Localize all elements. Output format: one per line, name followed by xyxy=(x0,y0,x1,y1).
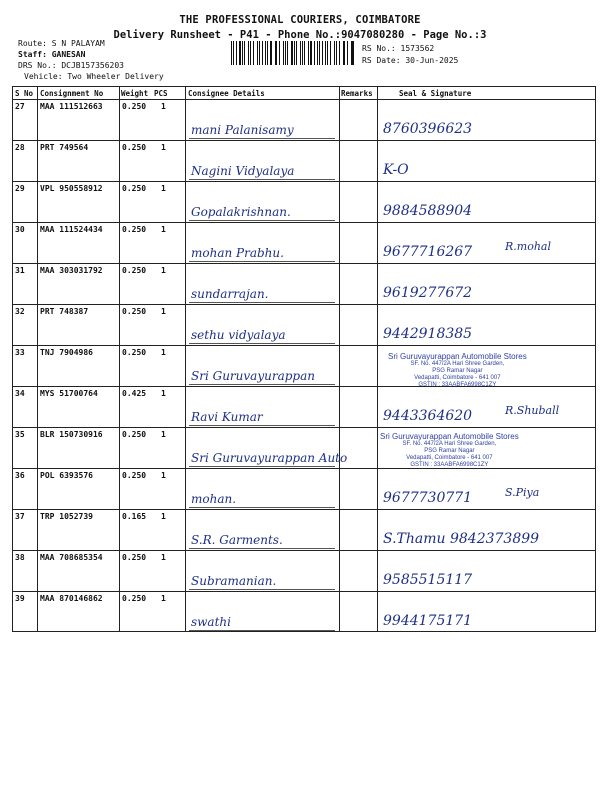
barcode-bar xyxy=(231,41,232,65)
consignment-number: PRT 749564 xyxy=(40,143,89,152)
consignment-number: MAA 303031792 xyxy=(40,266,103,275)
barcode-bar xyxy=(325,41,326,65)
weight-value: 0.250 xyxy=(122,184,147,193)
barcode-bar xyxy=(257,41,259,65)
barcode xyxy=(231,41,356,65)
pieces-value: 1 xyxy=(161,266,166,275)
pieces-value: 1 xyxy=(161,184,166,193)
receiver-signature-name: R.Shuball xyxy=(505,404,560,417)
row-divider xyxy=(13,304,595,305)
barcode-bar xyxy=(344,41,345,65)
weight-value: 0.425 xyxy=(122,389,147,398)
rs-number: RS No.: 1573562 xyxy=(362,44,435,53)
row-divider xyxy=(13,140,595,141)
serial-number: 33 xyxy=(15,348,25,357)
vehicle-label: Vehicle: Two Wheeler Delivery xyxy=(24,72,164,81)
col-header-remarks: Remarks xyxy=(341,89,373,98)
weight-value: 0.250 xyxy=(122,102,147,111)
signature-line xyxy=(189,384,335,385)
consignment-number: BLR 150730916 xyxy=(40,430,103,439)
consignment-number: TRP 1052739 xyxy=(40,512,93,521)
weight-value: 0.250 xyxy=(122,348,147,357)
consignee-name: sundarrajan. xyxy=(191,287,269,301)
weight-value: 0.250 xyxy=(122,307,147,316)
consignee-name: Subramanian. xyxy=(191,574,277,588)
stamp-name: Sri Guruvayurappan Automobile Stores xyxy=(380,432,519,441)
pieces-value: 1 xyxy=(161,348,166,357)
receiver-signature: 9442918385 xyxy=(383,326,473,342)
consignment-number: VPL 950558912 xyxy=(40,184,103,193)
drs-label: DRS No.: DCJB157356203 xyxy=(18,61,124,70)
stamp-address: SF. No. 447/2A Hari Shree Garden, xyxy=(402,441,497,448)
serial-number: 30 xyxy=(15,225,25,234)
barcode-bar xyxy=(236,41,237,65)
pieces-value: 1 xyxy=(161,102,166,111)
weight-value: 0.250 xyxy=(122,553,147,562)
col-header-consignment: Consignment No xyxy=(40,89,104,98)
receiver-signature: 9677716267 xyxy=(383,244,473,260)
pieces-value: 1 xyxy=(161,307,166,316)
consignment-number: MYS 51700764 xyxy=(40,389,98,398)
barcode-bar xyxy=(327,41,328,65)
pieces-value: 1 xyxy=(161,594,166,603)
serial-number: 38 xyxy=(15,553,25,562)
consignee-name: Sri Guruvayurappan Auto xyxy=(191,451,348,465)
signature-line xyxy=(189,630,335,631)
barcode-bar xyxy=(250,41,251,65)
col-header-signature: Seal & Signature xyxy=(399,89,472,98)
receiver-signature: S.Thamu 9842373899 xyxy=(383,531,540,547)
consignment-number: POL 6393576 xyxy=(40,471,93,480)
signature-line xyxy=(189,261,335,262)
barcode-bar xyxy=(248,41,249,65)
consignee-name: sethu vidyalaya xyxy=(191,328,286,342)
staff-label: Staff: GANESAN xyxy=(18,50,86,59)
consignee-name: Ravi Kumar xyxy=(191,410,263,424)
barcode-bar xyxy=(253,41,254,65)
receiver-signature: 9585515117 xyxy=(383,572,473,588)
serial-number: 35 xyxy=(15,430,25,439)
route-label: Route: S N PALAYAM xyxy=(18,39,105,48)
weight-value: 0.165 xyxy=(122,512,147,521)
weight-value: 0.250 xyxy=(122,594,147,603)
stamp-address: Vedapatti, Coimbatore - 641 007 xyxy=(406,454,493,461)
serial-number: 37 xyxy=(15,512,25,521)
weight-value: 0.250 xyxy=(122,430,147,439)
serial-number: 27 xyxy=(15,102,25,111)
signature-line xyxy=(189,548,335,549)
consignee-name: Sri Guruvayurappan xyxy=(191,369,315,383)
barcode-bar xyxy=(283,41,284,65)
consignee-name: S.R. Garments. xyxy=(191,533,283,547)
serial-number: 29 xyxy=(15,184,25,193)
consignee-name: mohan. xyxy=(191,492,237,506)
barcode-bar xyxy=(270,41,272,65)
barcode-bar xyxy=(343,41,344,65)
signature-line xyxy=(189,425,335,426)
row-divider xyxy=(13,550,595,551)
stamp-name: Sri Guruvayurappan Automobile Stores xyxy=(388,352,527,361)
signature-line xyxy=(189,507,335,508)
receiver-signature: 9619277672 xyxy=(383,285,473,301)
pieces-value: 1 xyxy=(161,430,166,439)
barcode-bar xyxy=(308,41,309,65)
barcode-bar xyxy=(265,41,266,65)
barcode-bar xyxy=(279,41,280,65)
stamp-address: PSG Ramar Nagar xyxy=(432,368,483,375)
barcode-bar xyxy=(317,41,318,65)
weight-value: 0.250 xyxy=(122,266,147,275)
col-header-sno: S No xyxy=(15,89,34,98)
serial-number: 32 xyxy=(15,307,25,316)
signature-line xyxy=(189,220,335,221)
weight-value: 0.250 xyxy=(122,471,147,480)
barcode-bar xyxy=(319,41,320,65)
col-header-consignee: Consignee Details xyxy=(188,89,265,98)
barcode-bar xyxy=(314,41,315,65)
barcode-bar xyxy=(322,41,323,65)
barcode-bar xyxy=(262,41,263,65)
stamp-address: Vedapatti, Coimbatore - 641 007 xyxy=(414,374,501,381)
serial-number: 34 xyxy=(15,389,25,398)
pieces-value: 1 xyxy=(161,389,166,398)
row-divider xyxy=(13,427,595,428)
barcode-bar xyxy=(267,41,268,65)
col-header-weight: Weight xyxy=(121,89,149,98)
runsheet-subtitle: Delivery Runsheet - P41 - Phone No.:9047080280 - Page No.:3 xyxy=(113,29,487,41)
receiver-signature-name: S.Piya xyxy=(505,486,540,499)
stamp-address: PSG Ramar Nagar xyxy=(424,448,475,455)
barcode-bar xyxy=(244,41,245,65)
weight-value: 0.250 xyxy=(122,143,147,152)
row-divider xyxy=(13,181,595,182)
barcode-bar xyxy=(334,41,335,65)
barcode-bar xyxy=(259,41,260,65)
barcode-bar xyxy=(336,41,337,65)
barcode-bar xyxy=(242,41,243,65)
barcode-bar xyxy=(239,41,241,65)
barcode-bar xyxy=(351,41,352,65)
barcode-bar xyxy=(352,41,354,65)
barcode-bar xyxy=(294,41,295,65)
stamp-gstin: GSTIN : 33AABFA6998C1ZY xyxy=(418,381,497,388)
pieces-value: 1 xyxy=(161,471,166,480)
serial-number: 39 xyxy=(15,594,25,603)
barcode-bar xyxy=(291,41,293,65)
receiver-signature: K-O xyxy=(383,162,409,178)
consignment-number: MAA 111524434 xyxy=(40,225,103,234)
signature-line xyxy=(189,589,335,590)
serial-number: 28 xyxy=(15,143,25,152)
barcode-bar xyxy=(304,41,305,65)
consignee-name: Nagini Vidyalaya xyxy=(191,164,295,178)
consignment-number: PRT 748387 xyxy=(40,307,89,316)
barcode-bar xyxy=(285,41,286,65)
barcode-bar xyxy=(275,41,276,65)
signature-line xyxy=(189,138,335,139)
row-divider xyxy=(13,509,595,510)
shop-stamp xyxy=(380,432,519,469)
row-divider xyxy=(13,222,595,223)
barcode-bar xyxy=(330,41,332,65)
row-divider xyxy=(13,263,595,264)
consignee-name: swathi xyxy=(191,615,231,629)
receiver-signature: 9677730771 xyxy=(383,490,473,506)
stamp-address: SF. No. 447/2A Hari Shree Garden, xyxy=(410,361,505,368)
receiver-signature-name: R.mohal xyxy=(505,240,551,253)
consignee-name: mani Palanisamy xyxy=(191,123,294,137)
pieces-value: 1 xyxy=(161,512,166,521)
barcode-bar xyxy=(296,41,297,65)
pieces-value: 1 xyxy=(161,225,166,234)
receiver-signature: 9443364620 xyxy=(383,408,473,424)
receiver-signature: 9944175171 xyxy=(383,613,473,629)
barcode-bar xyxy=(300,41,301,65)
barcode-bar xyxy=(302,41,303,65)
weight-value: 0.250 xyxy=(122,225,147,234)
consignment-number: MAA 111512663 xyxy=(40,102,103,111)
serial-number: 31 xyxy=(15,266,25,275)
barcode-bar xyxy=(310,41,312,65)
row-divider xyxy=(13,591,595,592)
signature-line xyxy=(189,179,335,180)
signature-line xyxy=(189,466,335,467)
row-divider xyxy=(13,345,595,346)
signature-line xyxy=(189,343,335,344)
col-header-pcs: PCS xyxy=(154,89,168,98)
serial-number: 36 xyxy=(15,471,25,480)
receiver-signature: 9884588904 xyxy=(383,203,473,219)
pieces-value: 1 xyxy=(161,553,166,562)
shop-stamp xyxy=(388,352,527,389)
pieces-value: 1 xyxy=(161,143,166,152)
rs-date: RS Date: 30-Jun-2025 xyxy=(362,56,459,65)
receiver-signature: 8760396623 xyxy=(383,121,473,137)
consignee-name: Gopalakrishnan. xyxy=(191,205,291,219)
stamp-gstin: GSTIN : 33AABFA6998C1ZY xyxy=(410,461,489,468)
barcode-bar xyxy=(339,41,340,65)
consignment-number: TNJ 7904986 xyxy=(40,348,93,357)
barcode-bar xyxy=(287,41,288,65)
consignment-number: MAA 708685354 xyxy=(40,553,103,562)
consignment-number: MAA 870146862 xyxy=(40,594,103,603)
barcode-bar xyxy=(276,41,277,65)
consignee-name: mohan Prabhu. xyxy=(191,246,284,260)
barcode-bar xyxy=(233,41,234,65)
runsheet-title: THE PROFESSIONAL COURIERS, COIMBATORE xyxy=(179,14,421,26)
signature-line xyxy=(189,302,335,303)
barcode-bar xyxy=(347,41,348,65)
